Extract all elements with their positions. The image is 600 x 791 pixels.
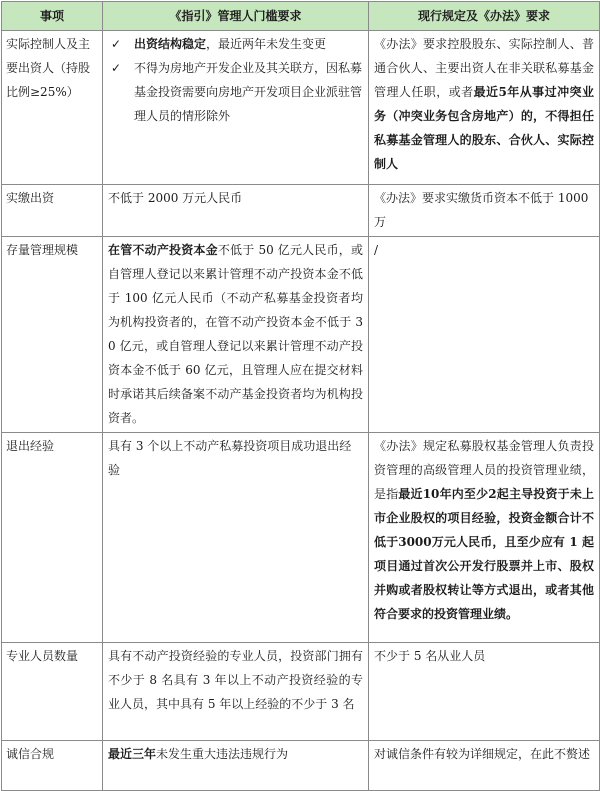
requirement-cell — [103, 31, 369, 185]
comparison-table — [1, 1, 600, 791]
requirement-text: 不低于 50 亿元人民币，或自管理人登记以来累计管理不动产投资本金不低于 100 亿元人民币（不动产私募基金投资者均为机构投资者的，在管不动产投资本金不低于 30 亿元，或自管理人登记以来累计管理不动产投资本金不低于 60 亿元，且管理人应在提交材料时承诺其后续备案不动产基金投资者均为机构投资者。 — [108, 243, 363, 425]
current-rule-cell — [369, 433, 600, 643]
requirement-cell — [103, 741, 369, 791]
row-item-label: 诚信合规 — [2, 741, 103, 791]
check-icon: ✓ — [111, 61, 122, 75]
requirement-bold-text: 在管不动产投资本金 — [108, 243, 218, 257]
current-rule-text: 《办法》规定私募股权基金管理人负责投资管理的高级管理人员的投资管理业绩，是指 — [374, 439, 594, 501]
row-item-label: 实缴出资 — [2, 185, 103, 237]
requirement-text: 未发生重大违法违规行为 — [156, 747, 289, 761]
check-icon: ✓ — [111, 37, 122, 51]
table-row — [2, 185, 600, 237]
current-rule-bold-text: 最近5年从事过冲突业务（冲突业务包含房地产）的，不得担任私募基金管理人的股东、合伙人、实际控制人 — [374, 85, 594, 171]
current-rule-cell: 《办法》要求实缴货币资本不低于 1000 万 — [369, 185, 600, 237]
header-guideline-requirement: 《指引》管理人门槛要求 — [103, 2, 369, 31]
row-item-label: 存量管理规模 — [2, 237, 103, 433]
requirement-text: 不得为房地产开发企业及其关联方，因私募基金投资需要向房地产开发项目企业派驻管理人员的情形除外 — [134, 61, 363, 123]
current-rule-cell: 不少于 5 名从业人员 — [369, 643, 600, 741]
table-row — [2, 433, 600, 643]
requirement-bold-text: 出资结构稳定 — [134, 37, 207, 51]
table-row — [2, 237, 600, 433]
current-rule-bold-text: 最近10年内至少2起主导投资于未上市企业股权的项目经验，投资金额合计不低于3000万元人民币，且至少应有 1 起项目通过首次公开发行股票并上市、股权并购或者股权转让等方式退出，或者其他符合要求的投资管理业绩。 — [374, 487, 594, 621]
table-header-row — [2, 2, 600, 31]
current-rule-text: 《办法》要求控股股东、实际控制人、普通合伙人、主要出资人在非关联私募基金管理人任职，或者 — [374, 37, 594, 99]
current-rule-cell: / — [369, 237, 600, 433]
list-item — [108, 32, 363, 56]
row-item-label: 退出经验 — [2, 433, 103, 643]
current-rule-cell: 对诚信条件有较为详细规定，在此不赘述 — [369, 741, 600, 791]
header-item: 事项 — [2, 2, 103, 31]
header-current-regulation: 现行规定及《办法》要求 — [369, 2, 600, 31]
current-rule-cell — [369, 31, 600, 185]
requirement-list — [108, 32, 363, 128]
requirement-cell: 不低于 2000 万元人民币 — [103, 185, 369, 237]
requirement-text: ，最近两年未发生变更 — [206, 37, 327, 51]
list-item — [108, 56, 363, 128]
table-row — [2, 31, 600, 185]
row-item-label: 专业人员数量 — [2, 643, 103, 741]
row-item-label: 实际控制人及主要出资人（持股比例≥25%） — [2, 31, 103, 185]
requirement-cell — [103, 237, 369, 433]
requirement-cell: 具有 3 个以上不动产私募投资项目成功退出经验 — [103, 433, 369, 643]
table-row — [2, 741, 600, 791]
requirement-cell: 具有不动产投资经验的专业人员，投资部门拥有不少于 8 名具有 3 年以上不动产投资经验的专业人员，其中具有 5 年以上经验的不少于 3 名 — [103, 643, 369, 741]
table-row — [2, 643, 600, 741]
requirement-bold-text: 最近三年 — [108, 747, 157, 761]
